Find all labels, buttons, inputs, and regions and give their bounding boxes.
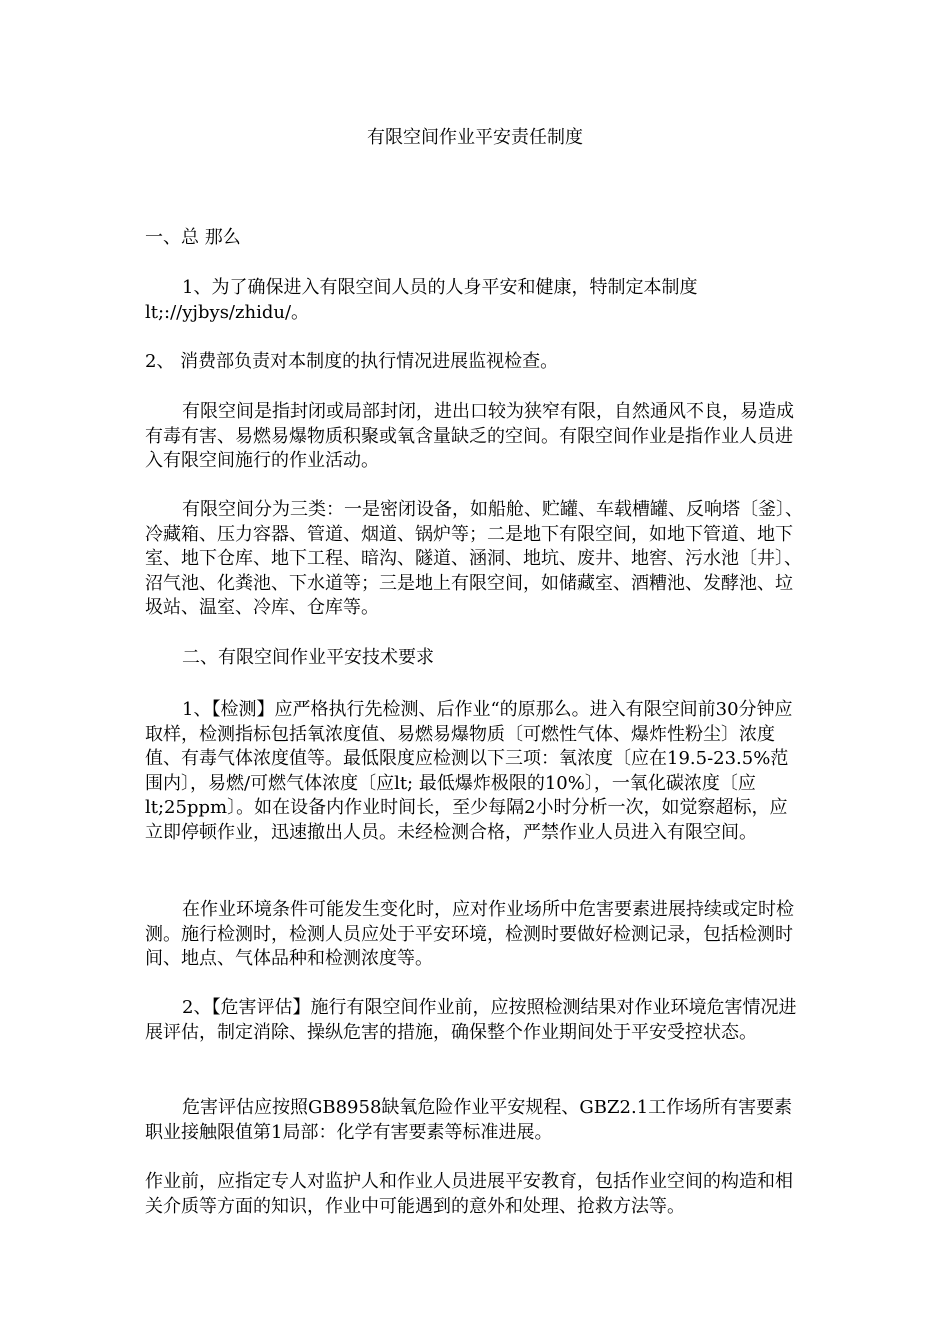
paragraph-hazard-assessment: 2、【危害评估】施行有限空间作业前，应按照检测结果对作业环境危害情况进展评估，制定消除、操纵危害的措施，确保整个作业期间处于平安受控状态。	[145, 997, 797, 1043]
section-heading-general: 一、总 那么	[145, 227, 241, 248]
paragraph-purpose: 1、为了确保进入有限空间人员的人身平安和健康，特制定本制度lt;://yjbys/zhidu/。	[145, 277, 698, 323]
paragraph-assessment-standards: 危害评估应按照GB8958缺氧危险作业平安规程、GBZ2.1工作场所有害要素职业接触限值第1局部：化学有害要素等标准进展。	[145, 1097, 793, 1143]
paragraph-categories: 有限空间分为三类：一是密闭设备，如船舱、贮罐、车载槽罐、反响塔〔釜〕、冷藏箱、压力容器、管道、烟道、锅炉等；二是地下有限空间，如地下管道、地下室、地下仓库、地下工程、暗沟、隧道、涵洞、地坑、废井、地窖、污水池〔井〕、沼气池、化粪池、下水道等；三是地上有限空间，如储藏室、酒糟池、发酵池、垃圾站、温室、冷库、仓库等。	[145, 499, 803, 618]
section-heading-technical: 二、有限空间作业平安技术要求	[182, 647, 434, 668]
paragraph-detection: 1、【检测】应严格执行先检测、后作业“的原那么。进入有限空间前30分钟应取样，检测指标包括氧浓度值、易燃易爆物质〔可燃性气体、爆炸性粉尘〕浓度值、有毒气体浓度值等。最低限度应检测以下三项：氧浓度〔应在19.5-23.5%范围内〕，易燃/可燃气体浓度〔应lt; 最低爆炸极限的10%〕，一氧化碳浓度〔应lt;25ppm〕。如在设备内作业时间长，至少每隔2小时分析一次，如觉察超标，应立即停顿作业，迅速撤出人员。未经检测合格，严禁作业人员进入有限空间。	[145, 699, 793, 843]
paragraph-continuous-detection: 在作业环境条件可能发生变化时，应对作业场所中危害要素进展持续或定时检测。施行检测时，检测人员应处于平安环境，检测时要做好检测记录，包括检测时间、地点、气体品种和检测浓度等。	[145, 899, 794, 969]
paragraph-safety-education: 作业前，应指定专人对监护人和作业人员进展平安教育，包括作业空间的构造和相关介质等方面的知识，作业中可能遇到的意外和处理、抢救方法等。	[145, 1171, 793, 1217]
document-title: 有限空间作业平安责任制度	[367, 127, 583, 148]
paragraph-definition: 有限空间是指封闭或局部封闭，进出口较为狭窄有限，自然通风不良，易造成有毒有害、易燃易爆物质积聚或氧含量缺乏的空间。有限空间作业是指作业人员进入有限空间施行的作业活动。	[145, 401, 794, 471]
paragraph-supervision: 2、 消费部负责对本制度的执行情况进展监视检查。	[145, 351, 559, 372]
